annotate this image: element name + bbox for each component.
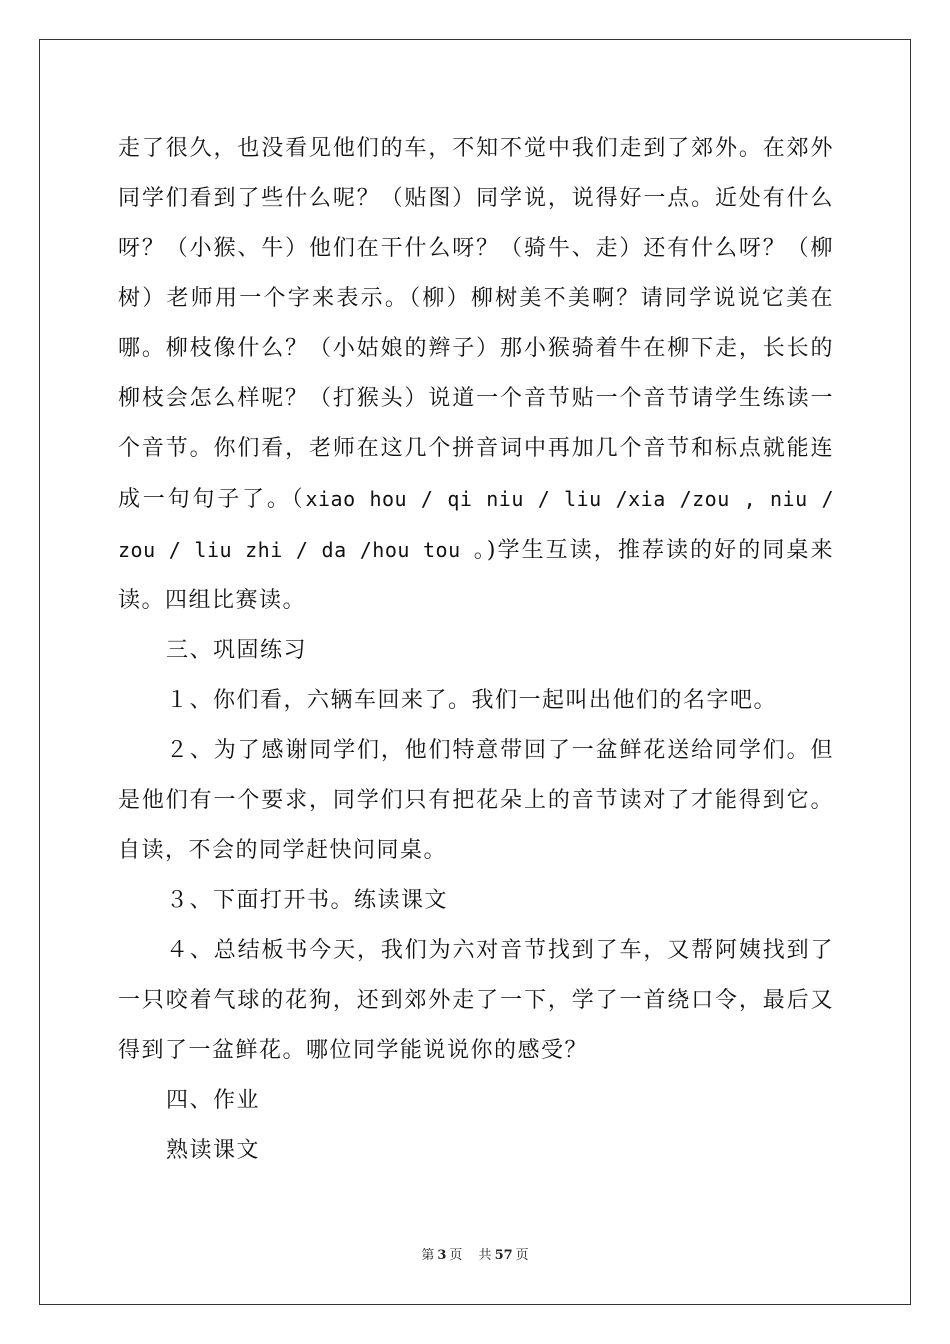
page-label-prefix: 第 — [421, 1248, 435, 1263]
page-number — [418, 1248, 465, 1263]
practice-item-1: １、你们看，六辆车回来了。我们一起叫出他们的名字吧。 — [166, 688, 778, 713]
total-pages: 57 — [494, 1248, 513, 1263]
section-heading-practice: 三、巩固练习 — [166, 638, 308, 663]
paragraph-text: 走了很久，也没看见他们的车，不知不觉中我们走到了郊外。在郊外同学们看到了些什么呢？（贴图）同学说，说得好一点。近处有什么呀？（小猴、牛）他们在干什么呀？（骑牛、走）还有什么呀？（柳树）老师用一个字来表示。（柳）柳树美不美啊？请同学说说它美在哪。柳枝像什么？（小姑娘的辫子）那小猴骑着牛在柳下走，长长的柳枝会怎么样呢？（打猴头）说道一个音节贴一个音节请学生练读一个音节。你们看，老师在这几个拼音词中再加几个音节和标点就能连成一句句子了。（ — [118, 136, 834, 512]
page-total — [476, 1248, 532, 1263]
page-footer — [0, 1244, 950, 1263]
document-body — [118, 124, 834, 1176]
total-prefix: 共 — [478, 1248, 492, 1263]
practice-item-3: ３、下面打开书。练读课文 — [166, 888, 449, 913]
practice-item-2: ２、为了感谢同学们，他们特意带回了一盆鲜花送给同学们。但是他们有一个要求，同学们只有把花朵上的音节读对了才能得到它。自读，不会的同学赶快问同桌。 — [118, 738, 834, 863]
page-label-suffix: 页 — [449, 1248, 463, 1263]
practice-item-4: ４、总结板书今天，我们为六对音节找到了车，又帮阿姨找到了一只咬着气球的花狗，还到郊外走了一下，学了一首绕口令，最后又得到了一盆鲜花。哪位同学能说说你的感受？ — [118, 938, 834, 1063]
current-page: 3 — [437, 1248, 447, 1263]
homework-text: 熟读课文 — [166, 1138, 261, 1163]
section-heading-homework: 四、作业 — [166, 1088, 261, 1113]
paragraph-text-end: 。)学生互读，推荐读的好的同桌来读。四组比赛读。 — [118, 538, 834, 613]
pinyin-sentence: xiao hou / qi niu / liu /xia /zou , niu / zou / liu zhi / da /hou tou — [118, 487, 834, 562]
paragraph-lesson-activity — [118, 124, 834, 626]
total-suffix: 页 — [515, 1248, 529, 1263]
